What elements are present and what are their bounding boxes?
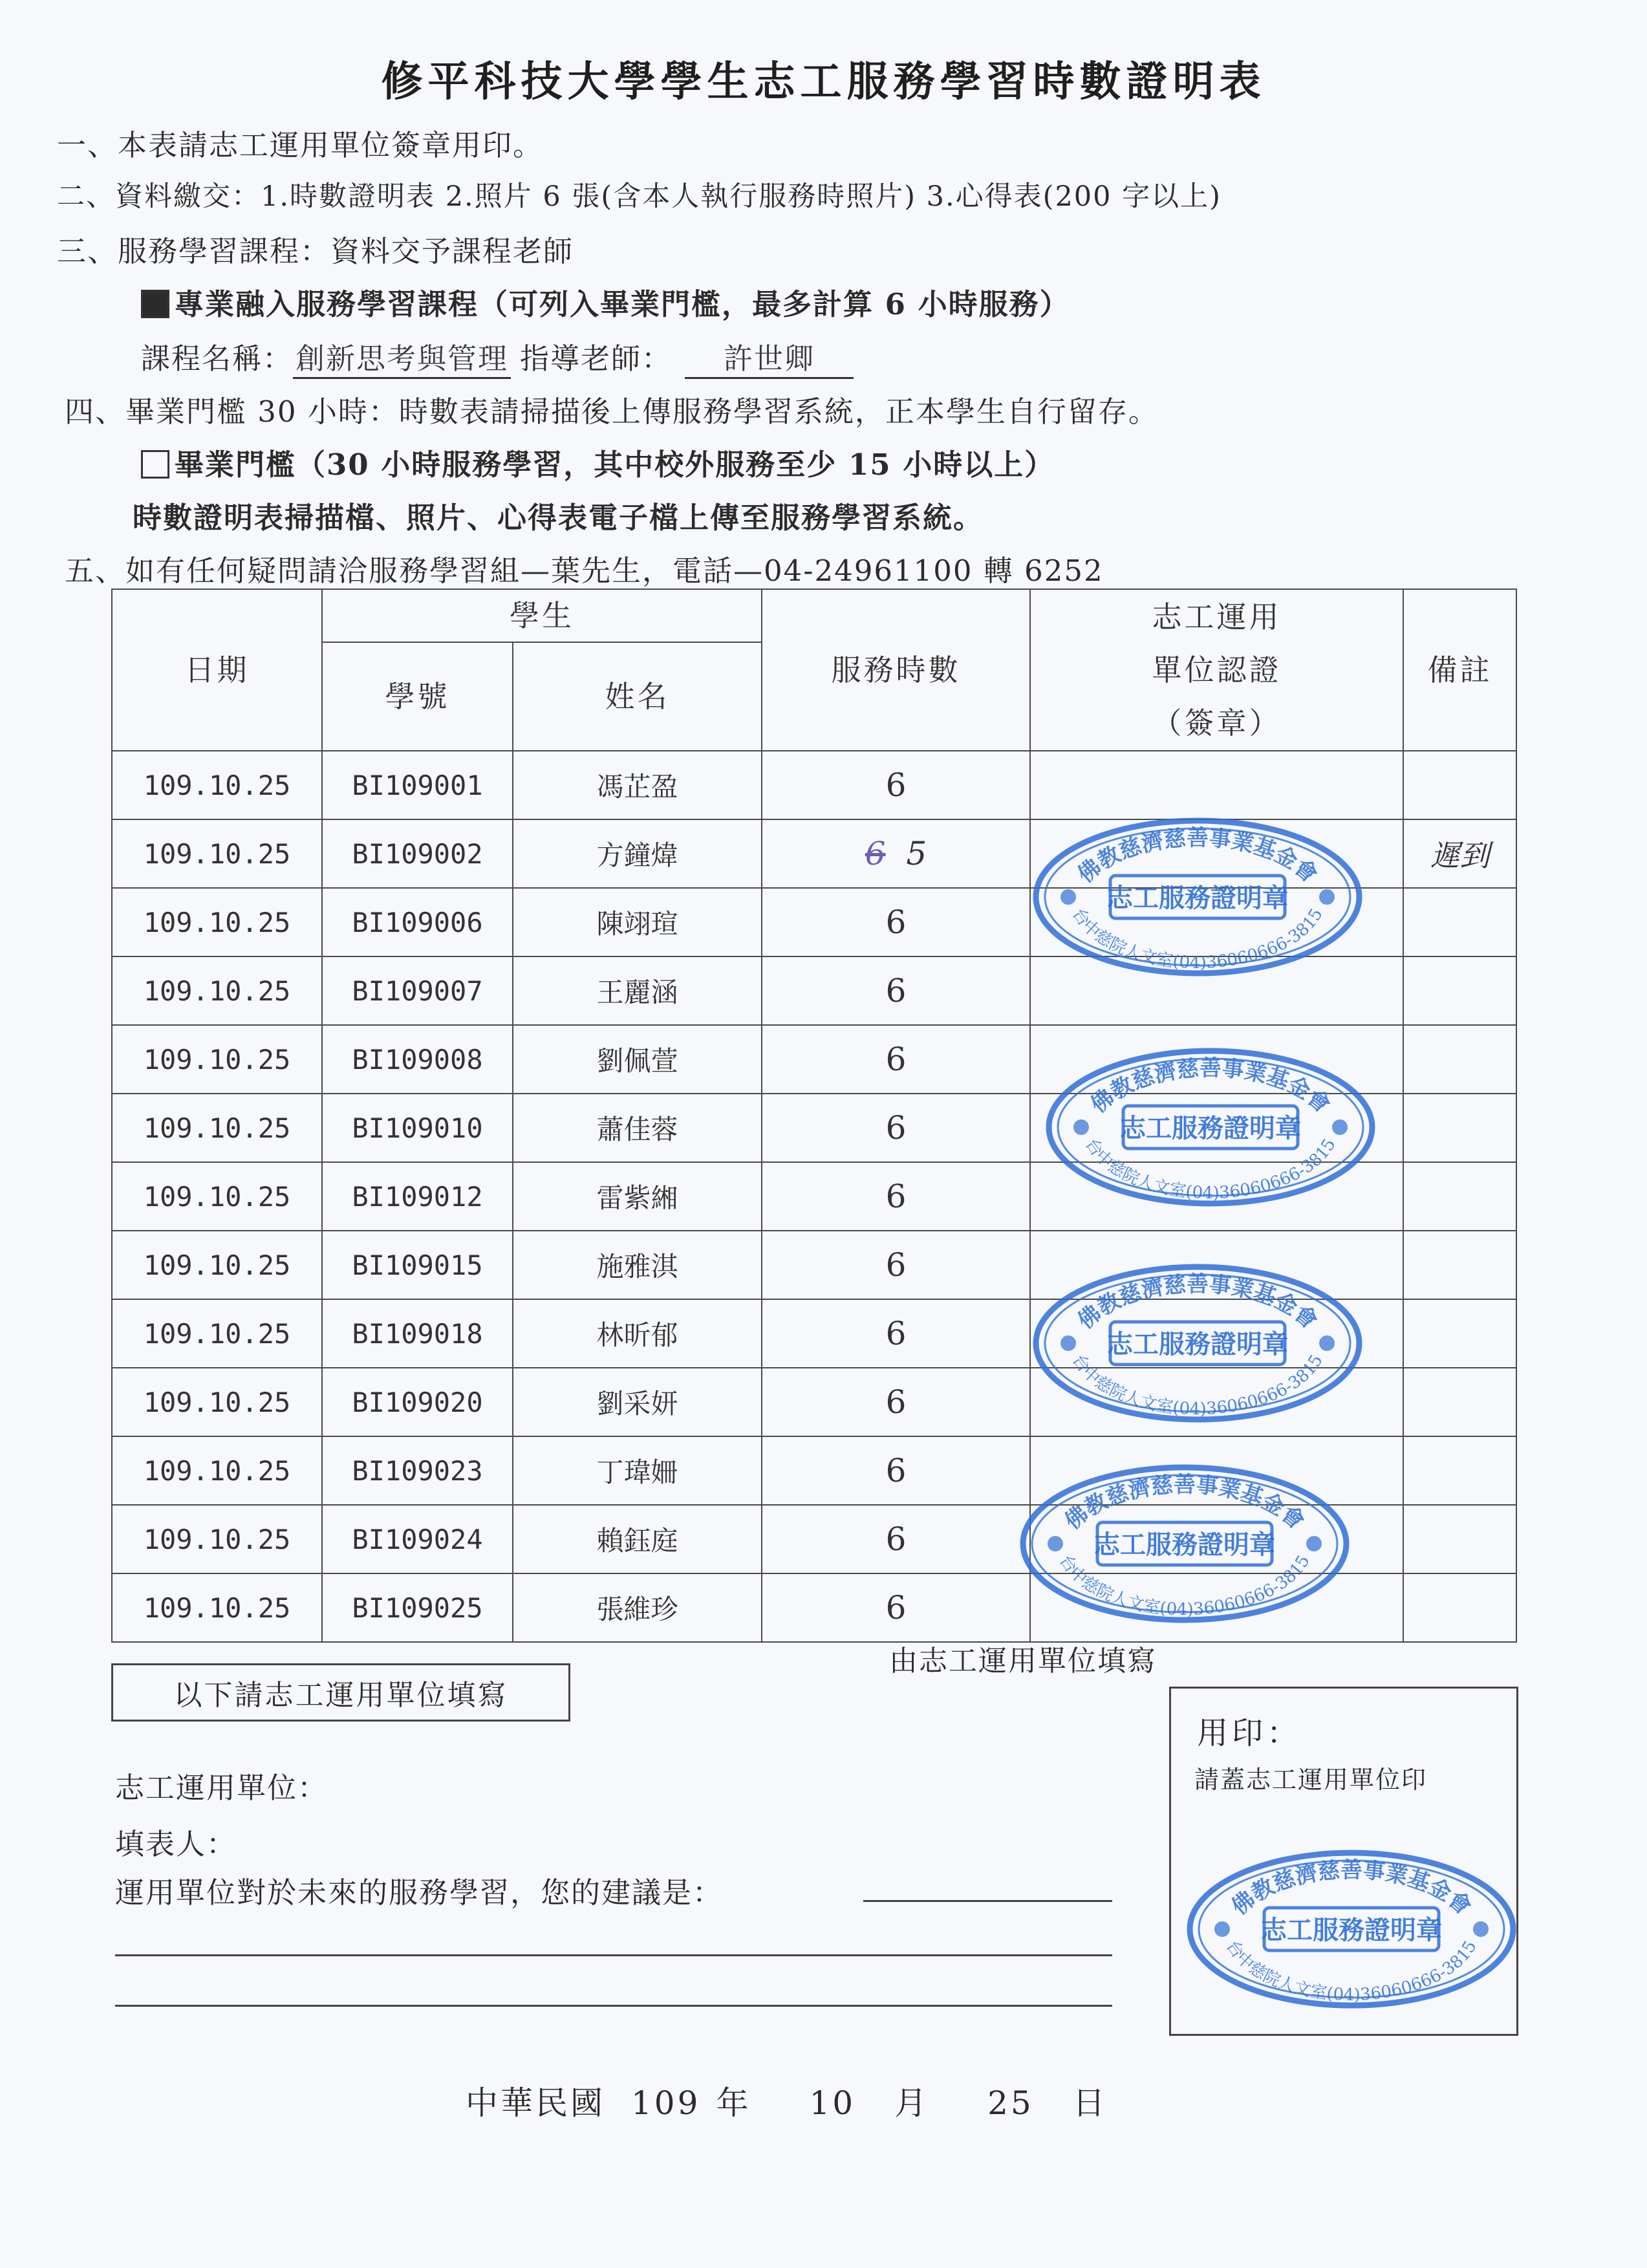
graduation-checkbox[interactable] <box>141 450 169 479</box>
row-name: 馮芷盈 <box>513 751 762 819</box>
signing-date <box>466 2077 1134 2124</box>
svg-text:志工服務證明章: 志工服務證明章 <box>1107 1329 1288 1359</box>
table-row <box>112 1231 1516 1299</box>
table-row <box>112 1573 1516 1642</box>
table-row <box>112 1368 1516 1436</box>
fill-by-unit-label: 由志工運用單位填寫 <box>889 1645 1157 1678</box>
course-line <box>141 335 854 379</box>
row-certification <box>1030 751 1403 819</box>
row-date: 109.10.25 <box>112 1094 322 1162</box>
suggestion-line-1[interactable] <box>863 1900 1112 1902</box>
row-name: 丁瑋姍 <box>513 1436 762 1505</box>
row-remark <box>1403 751 1516 819</box>
svg-text:志工服務證明章: 志工服務證明章 <box>1094 1529 1275 1560</box>
suggestion-line-3[interactable] <box>115 2005 1112 2007</box>
row-date: 109.10.25 <box>112 819 322 888</box>
row-date: 109.10.25 <box>112 1505 322 1573</box>
row-student-id: BI109010 <box>322 1094 513 1162</box>
svg-text:佛教慈濟慈善事業基金會: 佛教慈濟慈善事業基金會 <box>1227 1857 1476 1921</box>
header-student-id: 學號 <box>322 642 513 751</box>
row-date: 109.10.25 <box>112 1231 322 1299</box>
row-certification <box>1030 1025 1403 1094</box>
instruction-2: 二、資料繳交：1.時數證明表 2.照片 6 張(含本人執行服務時照片) 3.心得表(200 字以上) <box>57 180 1222 213</box>
row-certification <box>1030 1299 1403 1368</box>
row-certification <box>1030 888 1403 956</box>
fill-section-label: 以下請志工運用單位填寫 <box>173 1679 508 1712</box>
row-remark <box>1403 1368 1516 1436</box>
header-cert-line2: 單位認證 <box>1152 653 1282 687</box>
row-hours: 6 <box>762 1436 1030 1505</box>
row-hours-struck: 6 <box>865 835 886 872</box>
table-row <box>112 751 1516 819</box>
header-cert-line1: 志工運用 <box>1152 599 1282 634</box>
row-student-id: BI109018 <box>322 1299 513 1368</box>
table-row <box>112 1505 1516 1573</box>
header-certification <box>1030 589 1403 751</box>
date-prefix: 中華民國 <box>466 2084 605 2122</box>
row-hours: 6 <box>762 1025 1030 1094</box>
option-graduation <box>141 441 1055 483</box>
row-hours-corrected <box>762 819 1030 888</box>
row-name: 劉采妍 <box>513 1368 762 1436</box>
page-title: 修平科技大學學生志工服務學習時數證明表 <box>381 58 1266 106</box>
row-name: 蕭佳蓉 <box>513 1094 762 1162</box>
row-name: 方鐘煒 <box>513 819 762 888</box>
row-remark <box>1403 888 1516 956</box>
svg-text:佛教慈濟慈善事業基金會: 佛教慈濟慈善事業基金會 <box>1086 1055 1335 1119</box>
suggestion-label: 運用單位對於未來的服務學習，您的建議是： <box>115 1875 724 1910</box>
row-remark <box>1403 1436 1516 1505</box>
row-student-id: BI109024 <box>322 1505 513 1573</box>
professional-course-checkbox[interactable] <box>141 290 169 318</box>
row-hours: 6 <box>762 1162 1030 1231</box>
row-name: 張維珍 <box>513 1573 762 1642</box>
instruction-3: 三、服務學習課程：資料交予課程老師 <box>57 234 574 268</box>
row-student-id: BI109015 <box>322 1231 513 1299</box>
teacher-label: 指導老師： <box>520 341 673 376</box>
svg-text:台中慈院人文室(04)36060666-3815: 台中慈院人文室(04)36060666-3815 <box>1081 1135 1340 1204</box>
date-day-unit: 日 <box>1072 2084 1108 2122</box>
svg-text:佛教慈濟慈善事業基金會: 佛教慈濟慈善事業基金會 <box>1060 1472 1309 1535</box>
row-student-id: BI109007 <box>322 956 513 1025</box>
professional-course-label: 專業融入服務學習課程（可列入畢業門檻，最多計算 6 小時服務） <box>175 287 1070 321</box>
date-year: 109 <box>631 2084 701 2122</box>
course-name-label: 課程名稱： <box>141 341 294 376</box>
svg-text:志工服務證明章: 志工服務證明章 <box>1120 1113 1301 1143</box>
row-hours: 6 <box>762 888 1030 956</box>
header-cert-line3: （簽章） <box>1152 706 1282 740</box>
row-certification <box>1030 1573 1403 1642</box>
header-student: 學生 <box>322 589 762 642</box>
row-remark <box>1403 1094 1516 1162</box>
row-hours: 6 <box>762 1368 1030 1436</box>
table-row <box>112 1299 1516 1368</box>
header-remarks: 備註 <box>1403 589 1516 751</box>
table-row <box>112 1025 1516 1094</box>
filler-label: 填表人： <box>115 1827 237 1861</box>
upload-note: 時數證明表掃描檔、照片、心得表電子檔上傳至服務學習系統。 <box>133 501 984 535</box>
row-hours: 6 <box>762 1299 1030 1368</box>
row-date: 109.10.25 <box>112 1368 322 1436</box>
seal-box[interactable] <box>1169 1687 1518 2036</box>
row-certification <box>1030 1231 1403 1299</box>
row-remark-handwritten: 遲到 <box>1403 819 1516 888</box>
row-date: 109.10.25 <box>112 1162 322 1231</box>
row-student-id: BI109020 <box>322 1368 513 1436</box>
row-name: 賴鈺庭 <box>513 1505 762 1573</box>
row-student-id: BI109006 <box>322 888 513 956</box>
row-hours: 6 <box>762 751 1030 819</box>
row-certification <box>1030 1368 1403 1436</box>
row-remark <box>1403 1231 1516 1299</box>
svg-text:台中慈院人文室(04)36060666-3815: 台中慈院人文室(04)36060666-3815 <box>1068 905 1327 973</box>
seal-title: 用印： <box>1197 1715 1302 1751</box>
row-student-id: BI109001 <box>322 751 513 819</box>
row-certification <box>1030 819 1403 888</box>
date-day: 25 <box>987 2084 1034 2122</box>
row-date: 109.10.25 <box>112 1299 322 1368</box>
fill-section-box <box>111 1663 570 1722</box>
row-hours: 6 <box>762 1573 1030 1642</box>
row-name: 林昕郁 <box>513 1299 762 1368</box>
row-certification <box>1030 1162 1403 1231</box>
row-certification <box>1030 1436 1403 1505</box>
teacher-name-value: 許世卿 <box>685 335 854 379</box>
svg-text:佛教慈濟慈善事業基金會: 佛教慈濟慈善事業基金會 <box>1073 825 1322 889</box>
unit-label: 志工運用單位： <box>115 1771 328 1805</box>
svg-text:台中慈院人文室(04)36060666-3815: 台中慈院人文室(04)36060666-3815 <box>1055 1551 1314 1620</box>
row-remark <box>1403 1505 1516 1573</box>
row-hours: 6 <box>762 956 1030 1025</box>
row-name: 陳翊瑄 <box>513 888 762 956</box>
service-hours-table <box>111 589 1517 1643</box>
row-date: 109.10.25 <box>112 1025 322 1094</box>
table-row <box>112 819 1516 888</box>
row-student-id: BI109012 <box>322 1162 513 1231</box>
row-hours: 6 <box>762 1094 1030 1162</box>
row-remark <box>1403 1573 1516 1642</box>
row-certification <box>1030 1505 1403 1573</box>
row-date: 109.10.25 <box>112 888 322 956</box>
graduation-label: 畢業門檻（30 小時服務學習，其中校外服務至少 15 小時以上） <box>175 448 1055 482</box>
row-remark <box>1403 956 1516 1025</box>
row-hours: 6 <box>762 1231 1030 1299</box>
row-remark <box>1403 1025 1516 1094</box>
instruction-5: 五、如有任何疑問請洽服務學習組—葉先生，電話—04-24961100 轉 6252 <box>65 554 1104 588</box>
header-date: 日期 <box>112 589 322 751</box>
option-professional-course <box>141 281 1070 323</box>
instruction-1: 一、本表請志工運用單位簽章用印。 <box>57 128 544 162</box>
row-name: 王麗涵 <box>513 956 762 1025</box>
date-year-unit: 年 <box>716 2084 751 2122</box>
header-hours: 服務時數 <box>762 589 1030 751</box>
row-name: 劉佩萱 <box>513 1025 762 1094</box>
row-name: 施雅淇 <box>513 1231 762 1299</box>
svg-text:志工服務證明章: 志工服務證明章 <box>1261 1915 1442 1945</box>
suggestion-line-2[interactable] <box>115 1954 1112 1956</box>
svg-text:台中慈院人文室(04)36060666-3815: 台中慈院人文室(04)36060666-3815 <box>1222 1937 1481 2005</box>
svg-text:志工服務證明章: 志工服務證明章 <box>1107 883 1288 913</box>
table-row <box>112 956 1516 1025</box>
instruction-4: 四、畢業門檻 30 小時：時數表請掃描後上傳服務學習系統，正本學生自行留存。 <box>65 394 1159 429</box>
row-date: 109.10.25 <box>112 1573 322 1642</box>
row-remark <box>1403 1299 1516 1368</box>
row-student-id: BI109002 <box>322 819 513 888</box>
row-certification <box>1030 1094 1403 1162</box>
svg-text:台中慈院人文室(04)36060666-3815: 台中慈院人文室(04)36060666-3815 <box>1068 1351 1327 1420</box>
table-row <box>112 1436 1516 1505</box>
row-date: 109.10.25 <box>112 1436 322 1505</box>
row-certification <box>1030 956 1403 1025</box>
svg-text:佛教慈濟慈善事業基金會: 佛教慈濟慈善事業基金會 <box>1073 1271 1322 1335</box>
seal-hint: 請蓋志工運用單位印 <box>1194 1766 1428 1794</box>
row-name: 雷紫緗 <box>513 1162 762 1231</box>
row-hours-new: 5 <box>906 835 927 872</box>
course-name-value: 創新思考與管理 <box>293 335 511 379</box>
row-date: 109.10.25 <box>112 751 322 819</box>
row-hours: 6 <box>762 1505 1030 1573</box>
table-row <box>112 1094 1516 1162</box>
date-month-unit: 月 <box>894 2084 930 2122</box>
row-date: 109.10.25 <box>112 956 322 1025</box>
row-student-id: BI109025 <box>322 1573 513 1642</box>
row-student-id: BI109008 <box>322 1025 513 1094</box>
table-row <box>112 1162 1516 1231</box>
header-name: 姓名 <box>513 642 762 751</box>
date-month: 10 <box>809 2084 856 2122</box>
table-row <box>112 888 1516 956</box>
row-remark <box>1403 1162 1516 1231</box>
row-student-id: BI109023 <box>322 1436 513 1505</box>
